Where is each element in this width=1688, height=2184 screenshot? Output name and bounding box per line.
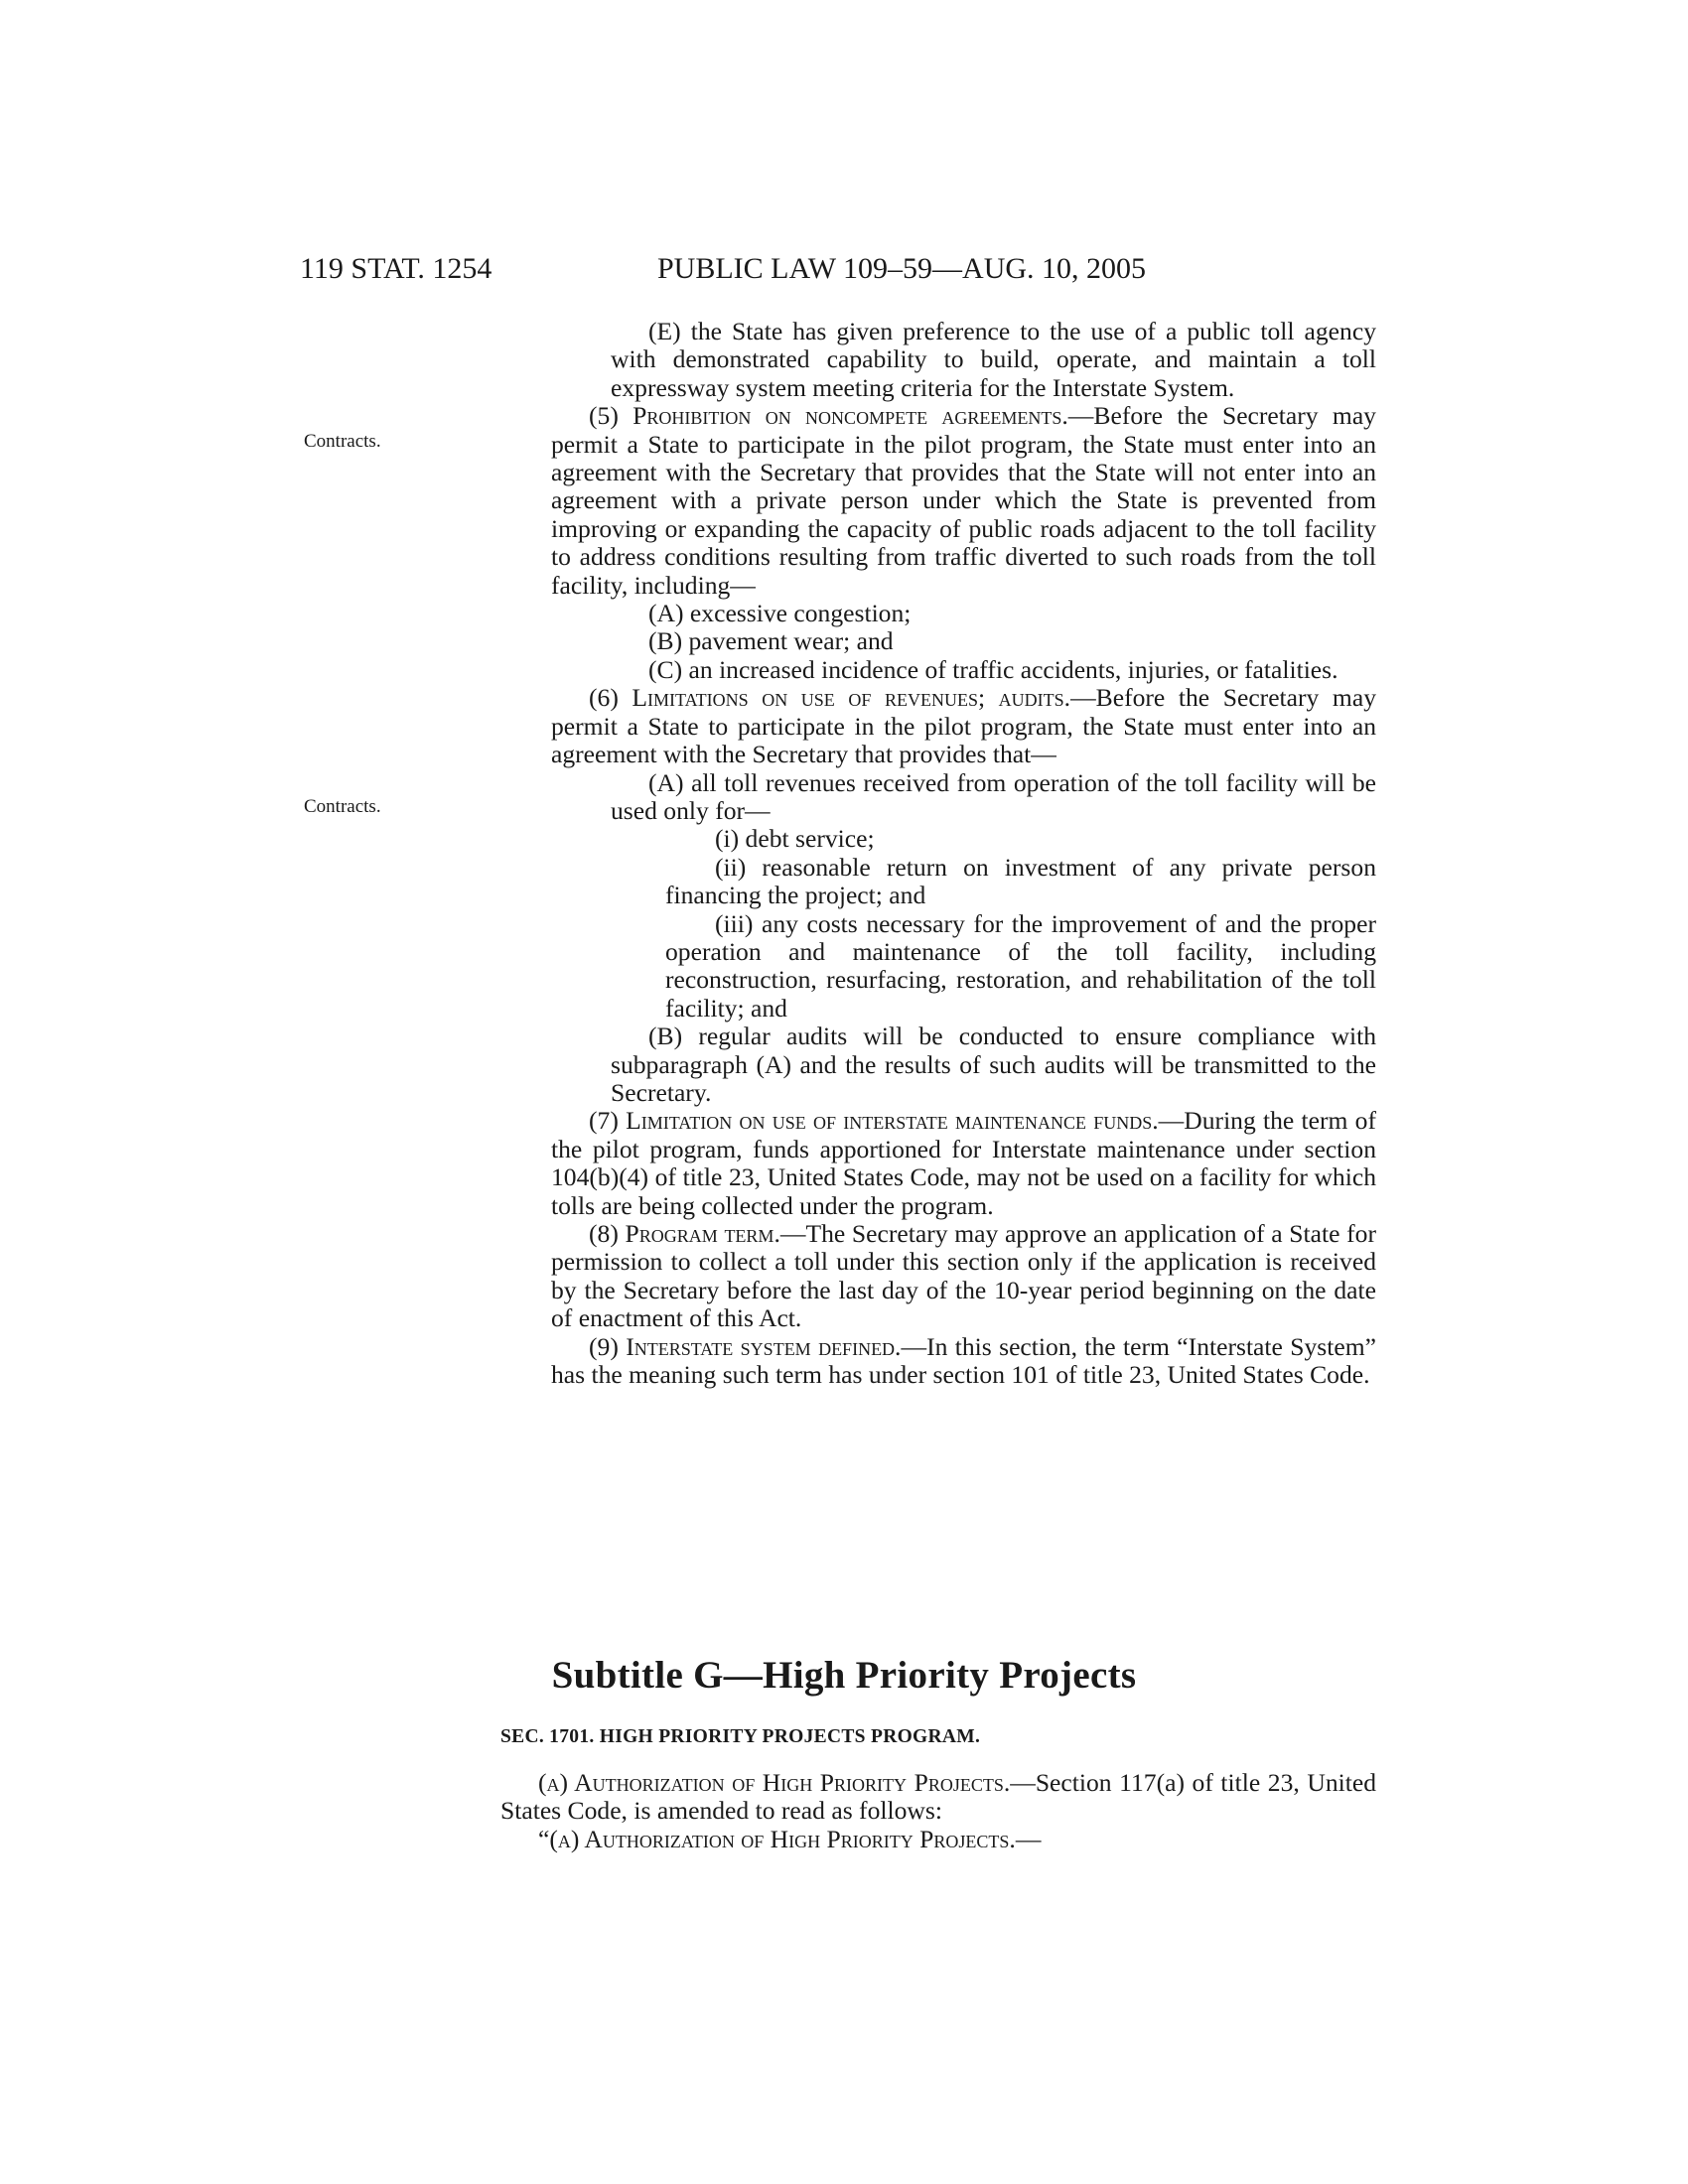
- paragraph-8-text: —The Secretary may approve an application of a State for permission to collect a toll under this section only if the application is received by the Secretary before the last day of the 10-year period beginning on the date of enactment of this Act.: [551, 1219, 1376, 1333]
- paragraph-6-a: (A) all toll revenues received from operation of the toll facility will be used only for—: [611, 767, 1376, 825]
- paragraph-5-heading: (5) Prohibition on noncompete agreements.: [589, 401, 1068, 431]
- quoted-a-dash: —: [1015, 1824, 1042, 1853]
- paragraph-6-a-i: (i) debt service;: [715, 824, 875, 854]
- page-stat-number: 119 STAT. 1254: [300, 252, 492, 285]
- paragraph-7: [551, 1107, 1376, 1220]
- paragraph-8-heading: (8) Program term.: [589, 1219, 780, 1248]
- paragraph-7-heading: (7) Limitation on use of interstate maintenance funds.: [589, 1106, 1159, 1136]
- paragraph-5-text: —Before the Secretary may permit a State to participate in the pilot program, the State must enter into an agreement with the Secretary that provides that the State will not enter into an agreement with a private person under which the State is prevented from improving or expanding the capacity of public roads adjacent to the toll facility to address conditions resulting from traffic diverted to such roads from the toll facility, including—: [551, 401, 1376, 600]
- section-a-text: —Section 117(a) of title 23, United States Code, is amended to read as follows:: [500, 1768, 1376, 1826]
- margin-note-contracts: Contracts.: [304, 431, 381, 452]
- quoted-paragraph-a: [500, 1826, 1376, 1853]
- paragraph-6-b: (B) regular audits will be conducted to ensure compliance with subparagraph (A) and the results of such audits will be transmitted to the Secretary.: [611, 1022, 1376, 1107]
- subtitle-heading: Subtitle G—High Priority Projects: [551, 1654, 1137, 1697]
- paragraph-6: [551, 684, 1376, 768]
- paragraph-6-a-ii: (ii) reasonable return on investment of any private person financing the project; and: [665, 852, 1376, 910]
- paragraph-5: [551, 402, 1376, 600]
- section-heading: SEC. 1701. HIGH PRIORITY PROJECTS PROGRAM.: [500, 1726, 981, 1747]
- paragraph-8: [551, 1220, 1376, 1333]
- paragraph-6-a-iii: (iii) any costs necessary for the improvement of and the proper operation and maintenance of the toll facility, including reconstruction, resurfacing, restoration, and rehabilitation of the toll facility; and: [665, 908, 1376, 1023]
- paragraph-6-text: —Before the Secretary may permit a State to participate in the pilot program, the State must enter into an agreement with the Secretary that provides that—: [551, 683, 1376, 769]
- paragraph-5-c: (C) an increased incidence of traffic accidents, injuries, or fatalities.: [648, 654, 1338, 684]
- paragraph-9-text: —In this section, the term “Interstate System” has the meaning such term has under section 101 of title 23, United States Code.: [551, 1331, 1376, 1390]
- paragraph-6-heading: (6) Limitations on use of revenues; audits.: [589, 683, 1071, 713]
- paragraph-5-a: (A) excessive congestion;: [648, 599, 912, 628]
- margin-note-contracts: Contracts.: [304, 796, 381, 817]
- paragraph-9-heading: (9) Interstate system defined.: [589, 1331, 902, 1361]
- paragraph-9: [551, 1333, 1376, 1390]
- paragraph-e: (E) the State has given preference to the use of a public toll agency with demonstrated capability to build, operate, and maintain a toll expressway system meeting criteria for the Interstate System.: [611, 317, 1376, 402]
- body-text: [551, 318, 1376, 1389]
- paragraph-5-b: (B) pavement wear; and: [648, 626, 894, 656]
- running-header: PUBLIC LAW 109–59—AUG. 10, 2005: [657, 252, 1147, 285]
- quoted-a-heading: “(a) Authorization of High Priority Projects.: [538, 1824, 1016, 1853]
- paragraph-7-text: —During the term of the pilot program, funds apportioned for Interstate maintenance under section 104(b)(4) of title 23, United States Code, may not be used on a facility for which tolls are being collected under the program.: [551, 1106, 1376, 1220]
- section-text: [500, 1769, 1376, 1853]
- section-paragraph-a: [500, 1769, 1376, 1826]
- section-a-heading: (a) Authorization of High Priority Projects.: [538, 1768, 1011, 1797]
